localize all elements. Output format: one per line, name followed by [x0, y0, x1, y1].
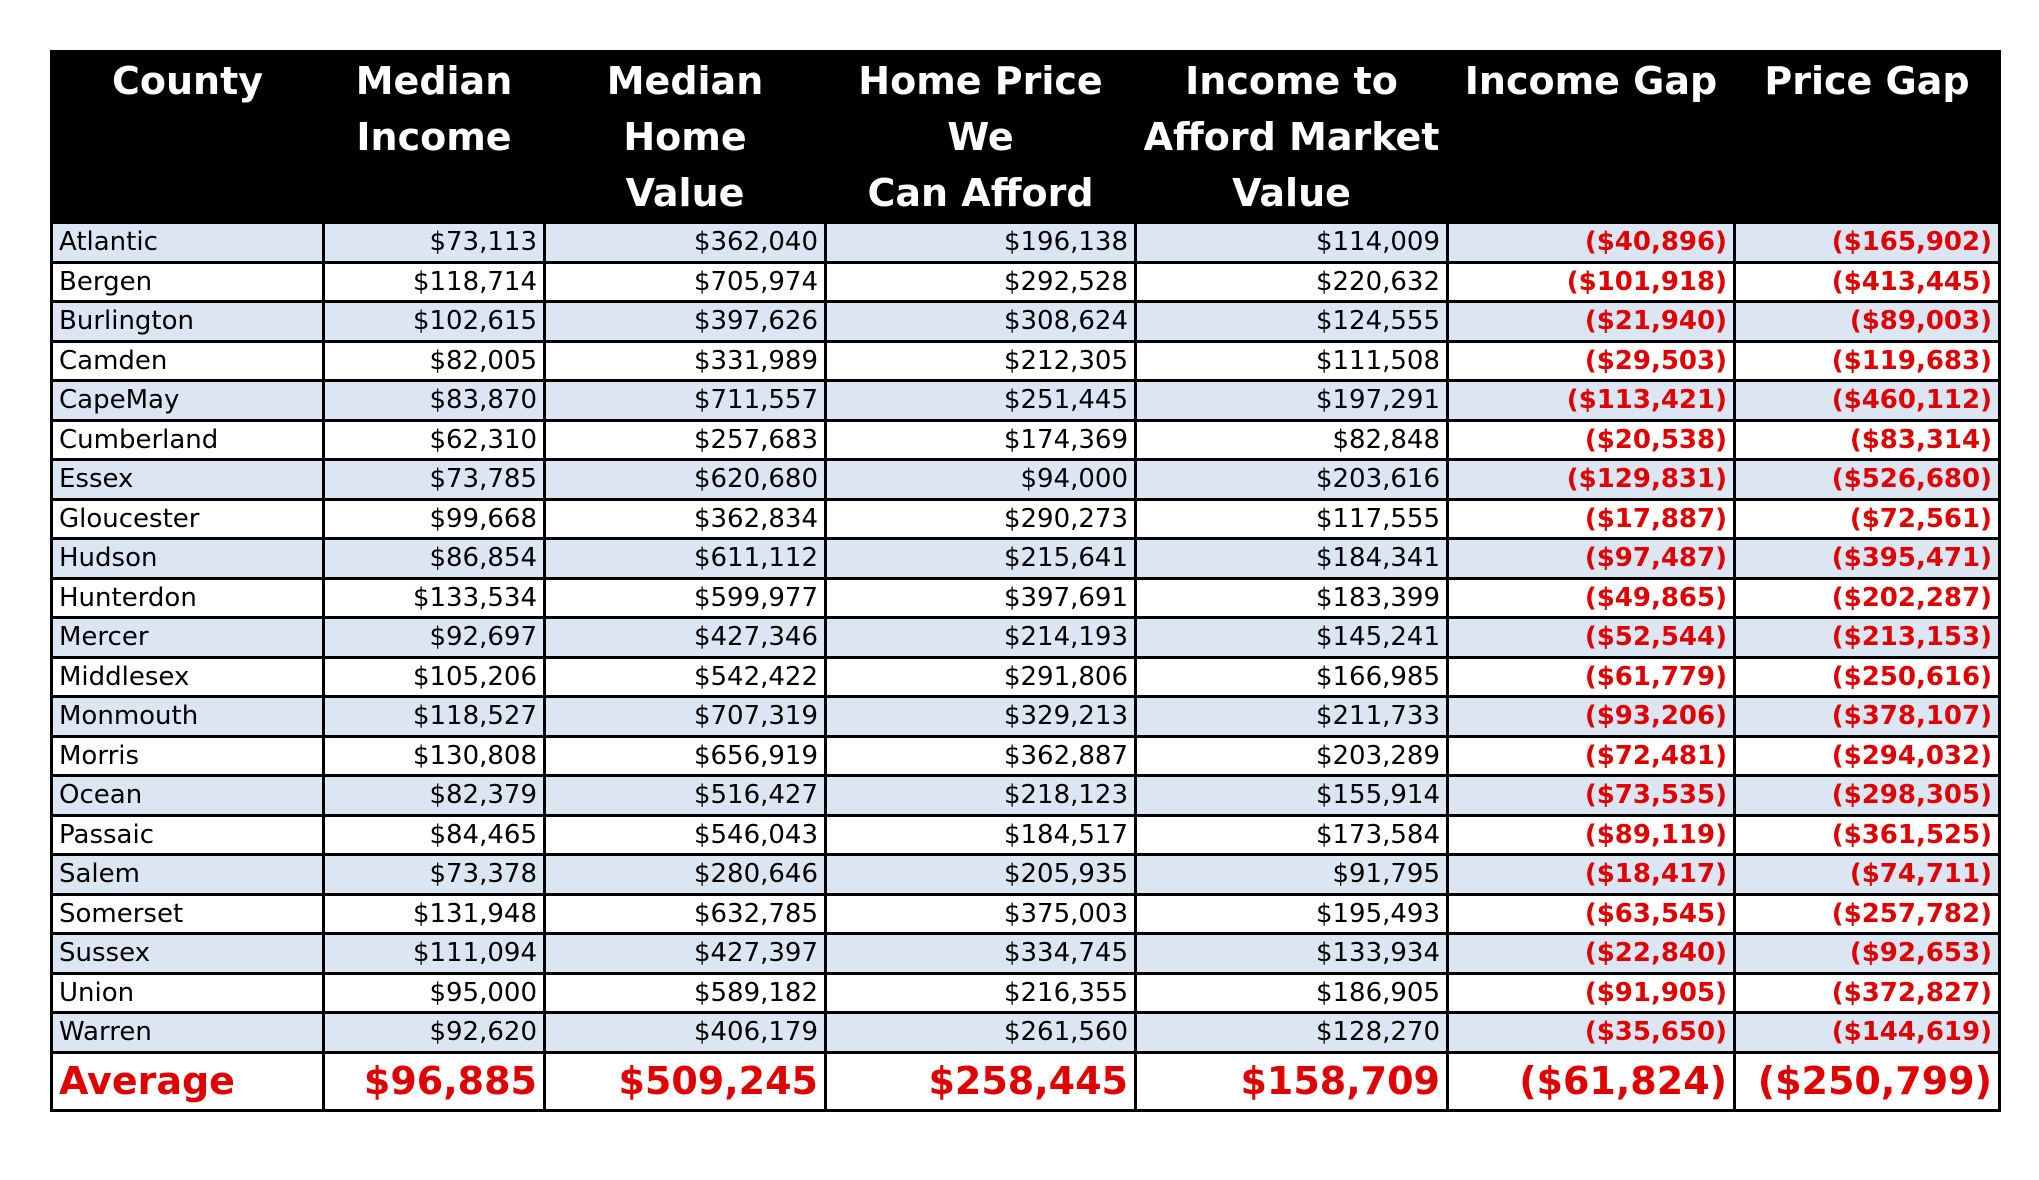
cell-median-home-value: $546,043 — [545, 815, 826, 855]
cell-median-income: $102,615 — [324, 302, 545, 342]
county-affordability-table — [50, 50, 2001, 1112]
cell-price-gap: ($395,471) — [1735, 539, 2000, 579]
cell-price-gap: ($119,683) — [1735, 341, 2000, 381]
cell-median-home-value: $362,040 — [545, 223, 826, 263]
header-row — [52, 52, 2000, 223]
cell-income-gap: ($49,865) — [1448, 578, 1735, 618]
cell-median-income: $130,808 — [324, 736, 545, 776]
table-row — [52, 697, 2000, 737]
cell-median-income: $82,005 — [324, 341, 545, 381]
table-row — [52, 262, 2000, 302]
cell-income-to-afford: $195,493 — [1136, 894, 1448, 934]
cell-income-to-afford: $124,555 — [1136, 302, 1448, 342]
cell-home-price-afford: $212,305 — [826, 341, 1136, 381]
cell-price-gap: ($89,003) — [1735, 302, 2000, 342]
cell-price-gap: ($144,619) — [1735, 1013, 2000, 1053]
cell-income-gap: ($52,544) — [1448, 618, 1735, 658]
cell-income-to-afford: $220,632 — [1136, 262, 1448, 302]
cell-county: Cumberland — [52, 420, 324, 460]
cell-home-price-afford: $375,003 — [826, 894, 1136, 934]
cell-median-home-value: $397,626 — [545, 302, 826, 342]
cell-county: Mercer — [52, 618, 324, 658]
cell-median-home-value: $362,834 — [545, 499, 826, 539]
cell-income-to-afford: $183,399 — [1136, 578, 1448, 618]
cell-home-price-afford: $251,445 — [826, 381, 1136, 421]
cell-income-gap: ($72,481) — [1448, 736, 1735, 776]
cell-income-to-afford: $128,270 — [1136, 1013, 1448, 1053]
cell-home-price-afford: $292,528 — [826, 262, 1136, 302]
cell-median-home-value: $589,182 — [545, 973, 826, 1013]
cell-county: Union — [52, 973, 324, 1013]
cell-income-to-afford: $82,848 — [1136, 420, 1448, 460]
header-income-gap: Income Gap — [1448, 52, 1735, 223]
cell-home-price-afford: $184,517 — [826, 815, 1136, 855]
cell-county: Sussex — [52, 934, 324, 974]
cell-home-price-afford: $290,273 — [826, 499, 1136, 539]
cell-price-gap: ($294,032) — [1735, 736, 2000, 776]
cell-county: Ocean — [52, 776, 324, 816]
cell-price-gap: ($413,445) — [1735, 262, 2000, 302]
cell-income-to-afford: $91,795 — [1136, 855, 1448, 895]
cell-income-gap: ($29,503) — [1448, 341, 1735, 381]
cell-median-income: $73,378 — [324, 855, 545, 895]
cell-income-to-afford: $155,914 — [1136, 776, 1448, 816]
cell-price-gap: ($165,902) — [1735, 223, 2000, 263]
table-row — [52, 539, 2000, 579]
table-row — [52, 973, 2000, 1013]
cell-income-gap: ($93,206) — [1448, 697, 1735, 737]
cell-home-price-afford: $216,355 — [826, 973, 1136, 1013]
cell-income-to-afford: $211,733 — [1136, 697, 1448, 737]
cell-median-home-value: $620,680 — [545, 460, 826, 500]
table-row — [52, 934, 2000, 974]
cell-median-income: $111,094 — [324, 934, 545, 974]
cell-median-home-value: $656,919 — [545, 736, 826, 776]
cell-median-income: $73,113 — [324, 223, 545, 263]
cell-county: Monmouth — [52, 697, 324, 737]
cell-price-gap: ($83,314) — [1735, 420, 2000, 460]
cell-median-income: $131,948 — [324, 894, 545, 934]
header-median-income: Median Income — [324, 52, 545, 223]
cell-price-gap: ($372,827) — [1735, 973, 2000, 1013]
cell-county: Bergen — [52, 262, 324, 302]
cell-home-price-afford: $308,624 — [826, 302, 1136, 342]
table-row — [52, 302, 2000, 342]
cell-median-income: $99,668 — [324, 499, 545, 539]
cell-income-to-afford: $203,616 — [1136, 460, 1448, 500]
cell-income-to-afford: $145,241 — [1136, 618, 1448, 658]
cell-county: Middlesex — [52, 657, 324, 697]
cell-income-to-afford: $203,289 — [1136, 736, 1448, 776]
cell-income-to-afford: $133,934 — [1136, 934, 1448, 974]
cell-price-gap: ($202,287) — [1735, 578, 2000, 618]
cell-median-home-value: $611,112 — [545, 539, 826, 579]
table-row — [52, 341, 2000, 381]
average-income-gap: ($61,824) — [1448, 1052, 1735, 1110]
cell-median-income: $62,310 — [324, 420, 545, 460]
cell-median-income: $86,854 — [324, 539, 545, 579]
header-median-home-value: Median Home Value — [545, 52, 826, 223]
header-price-gap: Price Gap — [1735, 52, 2000, 223]
cell-median-home-value: $632,785 — [545, 894, 826, 934]
cell-county: Salem — [52, 855, 324, 895]
cell-price-gap: ($213,153) — [1735, 618, 2000, 658]
cell-county: Essex — [52, 460, 324, 500]
cell-home-price-afford: $174,369 — [826, 420, 1136, 460]
cell-county: Somerset — [52, 894, 324, 934]
cell-income-to-afford: $114,009 — [1136, 223, 1448, 263]
header-home-price-afford: Home Price We Can Afford — [826, 52, 1136, 223]
cell-median-home-value: $280,646 — [545, 855, 826, 895]
cell-income-gap: ($113,421) — [1448, 381, 1735, 421]
cell-income-to-afford: $197,291 — [1136, 381, 1448, 421]
cell-income-gap: ($129,831) — [1448, 460, 1735, 500]
cell-median-income: $73,785 — [324, 460, 545, 500]
cell-median-income: $83,870 — [324, 381, 545, 421]
cell-home-price-afford: $205,935 — [826, 855, 1136, 895]
cell-median-home-value: $427,346 — [545, 618, 826, 658]
cell-home-price-afford: $362,887 — [826, 736, 1136, 776]
average-row — [52, 1052, 2000, 1110]
table-row — [52, 815, 2000, 855]
table-row — [52, 578, 2000, 618]
cell-price-gap: ($298,305) — [1735, 776, 2000, 816]
cell-income-gap: ($40,896) — [1448, 223, 1735, 263]
cell-home-price-afford: $196,138 — [826, 223, 1136, 263]
cell-median-home-value: $406,179 — [545, 1013, 826, 1053]
cell-median-home-value: $707,319 — [545, 697, 826, 737]
table-footer — [52, 1052, 2000, 1110]
cell-income-gap: ($73,535) — [1448, 776, 1735, 816]
cell-income-gap: ($22,840) — [1448, 934, 1735, 974]
table-row — [52, 736, 2000, 776]
average-price-gap: ($250,799) — [1735, 1052, 2000, 1110]
average-median-home-value: $509,245 — [545, 1052, 826, 1110]
cell-income-to-afford: $186,905 — [1136, 973, 1448, 1013]
table-row — [52, 657, 2000, 697]
table-header — [52, 52, 2000, 223]
cell-home-price-afford: $214,193 — [826, 618, 1136, 658]
cell-median-home-value: $427,397 — [545, 934, 826, 974]
cell-county: Passaic — [52, 815, 324, 855]
cell-median-income: $92,697 — [324, 618, 545, 658]
cell-price-gap: ($74,711) — [1735, 855, 2000, 895]
table-row — [52, 894, 2000, 934]
average-income-to-afford: $158,709 — [1136, 1052, 1448, 1110]
average-label: Average — [52, 1052, 324, 1110]
cell-price-gap: ($72,561) — [1735, 499, 2000, 539]
cell-county: Morris — [52, 736, 324, 776]
average-median-income: $96,885 — [324, 1052, 545, 1110]
cell-county: Burlington — [52, 302, 324, 342]
cell-income-to-afford: $173,584 — [1136, 815, 1448, 855]
cell-income-to-afford: $184,341 — [1136, 539, 1448, 579]
cell-price-gap: ($460,112) — [1735, 381, 2000, 421]
cell-median-income: $105,206 — [324, 657, 545, 697]
cell-home-price-afford: $261,560 — [826, 1013, 1136, 1053]
table-row — [52, 381, 2000, 421]
cell-home-price-afford: $397,691 — [826, 578, 1136, 618]
cell-home-price-afford: $218,123 — [826, 776, 1136, 816]
cell-price-gap: ($250,616) — [1735, 657, 2000, 697]
cell-home-price-afford: $334,745 — [826, 934, 1136, 974]
cell-home-price-afford: $329,213 — [826, 697, 1136, 737]
table-row — [52, 855, 2000, 895]
cell-home-price-afford: $215,641 — [826, 539, 1136, 579]
average-home-price-afford: $258,445 — [826, 1052, 1136, 1110]
cell-home-price-afford: $94,000 — [826, 460, 1136, 500]
cell-income-gap: ($61,779) — [1448, 657, 1735, 697]
cell-county: Hudson — [52, 539, 324, 579]
cell-median-income: $118,527 — [324, 697, 545, 737]
table-row — [52, 420, 2000, 460]
cell-income-gap: ($18,417) — [1448, 855, 1735, 895]
cell-median-home-value: $257,683 — [545, 420, 826, 460]
cell-home-price-afford: $291,806 — [826, 657, 1136, 697]
cell-income-gap: ($20,538) — [1448, 420, 1735, 460]
cell-county: Camden — [52, 341, 324, 381]
table-row — [52, 776, 2000, 816]
table-row — [52, 223, 2000, 263]
cell-income-to-afford: $166,985 — [1136, 657, 1448, 697]
cell-income-to-afford: $111,508 — [1136, 341, 1448, 381]
table-body — [52, 223, 2000, 1053]
table-row — [52, 618, 2000, 658]
cell-county: Gloucester — [52, 499, 324, 539]
cell-county: Hunterdon — [52, 578, 324, 618]
cell-income-gap: ($21,940) — [1448, 302, 1735, 342]
cell-income-gap: ($35,650) — [1448, 1013, 1735, 1053]
cell-median-income: $92,620 — [324, 1013, 545, 1053]
cell-median-home-value: $542,422 — [545, 657, 826, 697]
cell-county: Warren — [52, 1013, 324, 1053]
cell-income-gap: ($89,119) — [1448, 815, 1735, 855]
cell-income-gap: ($97,487) — [1448, 539, 1735, 579]
cell-price-gap: ($361,525) — [1735, 815, 2000, 855]
cell-income-gap: ($101,918) — [1448, 262, 1735, 302]
cell-median-home-value: $599,977 — [545, 578, 826, 618]
header-income-to-afford: Income to Afford Market Value — [1136, 52, 1448, 223]
cell-income-to-afford: $117,555 — [1136, 499, 1448, 539]
cell-county: CapeMay — [52, 381, 324, 421]
cell-price-gap: ($378,107) — [1735, 697, 2000, 737]
cell-income-gap: ($91,905) — [1448, 973, 1735, 1013]
cell-median-income: $133,534 — [324, 578, 545, 618]
cell-price-gap: ($257,782) — [1735, 894, 2000, 934]
table-row — [52, 1013, 2000, 1053]
cell-income-gap: ($63,545) — [1448, 894, 1735, 934]
cell-price-gap: ($92,653) — [1735, 934, 2000, 974]
cell-median-income: $95,000 — [324, 973, 545, 1013]
cell-median-income: $82,379 — [324, 776, 545, 816]
cell-median-home-value: $711,557 — [545, 381, 826, 421]
cell-median-income: $84,465 — [324, 815, 545, 855]
cell-income-gap: ($17,887) — [1448, 499, 1735, 539]
cell-median-income: $118,714 — [324, 262, 545, 302]
table-row — [52, 460, 2000, 500]
cell-price-gap: ($526,680) — [1735, 460, 2000, 500]
cell-median-home-value: $331,989 — [545, 341, 826, 381]
header-county: County — [52, 52, 324, 223]
cell-county: Atlantic — [52, 223, 324, 263]
cell-median-home-value: $516,427 — [545, 776, 826, 816]
table-row — [52, 499, 2000, 539]
cell-median-home-value: $705,974 — [545, 262, 826, 302]
